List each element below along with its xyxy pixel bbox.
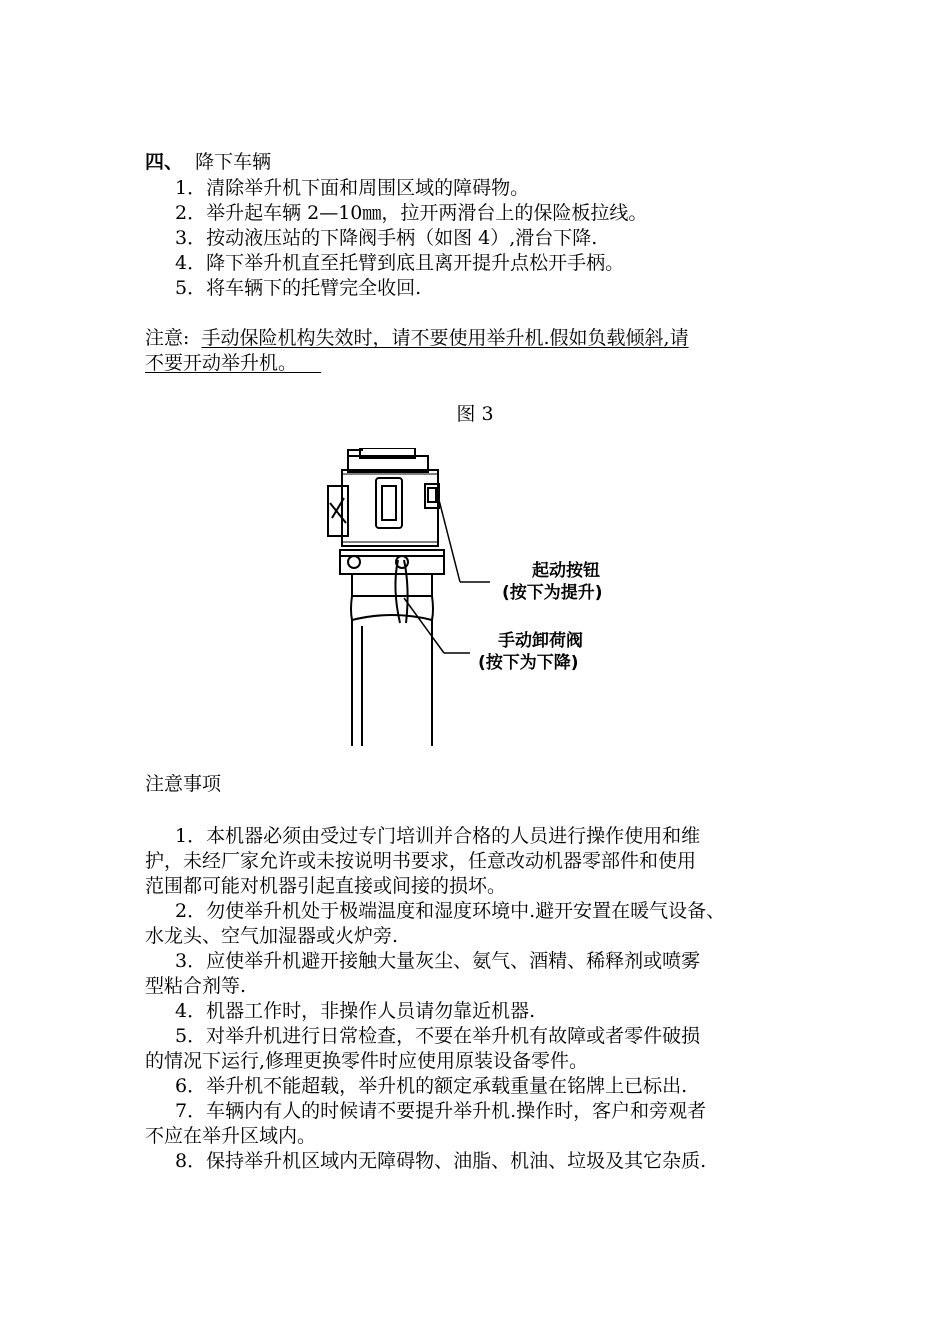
label-manual-valve-note: (按下为下降) bbox=[478, 653, 579, 673]
note-line: 7．车辆内有人的时候请不要提升举升机.操作时，客户和旁观者 bbox=[175, 1100, 707, 1122]
note-line: 2．勿使举升机处于极端温度和湿度环境中.避开安置在暖气设备、 bbox=[175, 900, 726, 922]
label-start-button: 起动按钮 bbox=[532, 561, 600, 581]
section-heading bbox=[145, 150, 271, 174]
section-number: 四、 bbox=[145, 151, 184, 173]
label-manual-valve: 手动卸荷阀 bbox=[498, 631, 583, 651]
warning-line-2 bbox=[145, 351, 321, 375]
label-start-button-note: (按下为提升) bbox=[502, 583, 603, 603]
note-line: 不应在举升区域内。 bbox=[145, 1125, 317, 1147]
motor-side-box bbox=[328, 486, 348, 536]
note-line: 水龙头、空气加湿器或火炉旁. bbox=[145, 925, 399, 947]
step-item: 1．清除举升机下面和周围区域的障碍物。 bbox=[175, 177, 530, 199]
motor-body bbox=[342, 470, 438, 546]
note-line: 护，未经厂家允许或未按说明书要求，任意改动机器零部件和使用 bbox=[145, 850, 697, 872]
note-line: 8．保持举升机区域内无障碍物、油脂、机油、垃圾及其它杂质. bbox=[175, 1150, 707, 1172]
valve-block bbox=[340, 550, 444, 574]
note-line: 型粘合剂等. bbox=[145, 975, 247, 997]
note-line: 4．机器工作时，非操作人员请勿靠近机器. bbox=[175, 1000, 536, 1022]
step-item: 5．将车辆下的托臂完全收回. bbox=[175, 277, 422, 299]
note-line: 1．本机器必须由受过专门培训并合格的人员进行操作使用和维 bbox=[175, 825, 701, 847]
note-line: 6．举升机不能超载，举升机的额定承载重量在铭牌上已标出. bbox=[175, 1075, 688, 1097]
notes-title: 注意事项 bbox=[145, 773, 222, 795]
note-line: 3．应使举升机避开接触大量灰尘、氨气、酒精、稀释剂或喷雾 bbox=[175, 950, 701, 972]
warning-label: 注意: bbox=[145, 327, 190, 349]
figure-caption: 图 3 bbox=[456, 403, 494, 425]
section-title: 降下车辆 bbox=[195, 151, 272, 173]
note-line: 5．对举升机进行日常检查，不要在举升机有故障或者零件破损 bbox=[175, 1025, 701, 1047]
step-item: 2．举升起车辆 2—10㎜，拉开两滑台上的保险板拉线。 bbox=[175, 202, 648, 224]
pump-figure bbox=[320, 448, 650, 748]
warning-text-2: 不要开动举升机。 bbox=[145, 352, 298, 374]
warning-text-1: 手动保险机构失效时，请不要使用举升机.假如负载倾斜,请 bbox=[201, 327, 689, 349]
step-item: 3．按动液压站的下降阀手柄（如图 4）,滑台下降. bbox=[175, 227, 598, 249]
step-item: 4．降下举升机直至托臂到底且离开提升点松开手柄。 bbox=[175, 252, 625, 274]
note-line: 范围都可能对机器引起直接或间接的损坏。 bbox=[145, 875, 507, 897]
warning-line-1 bbox=[145, 326, 689, 350]
note-line: 的情况下运行,修理更换零件时应使用原装设备零件。 bbox=[145, 1050, 589, 1072]
pump-drawing bbox=[320, 448, 650, 748]
